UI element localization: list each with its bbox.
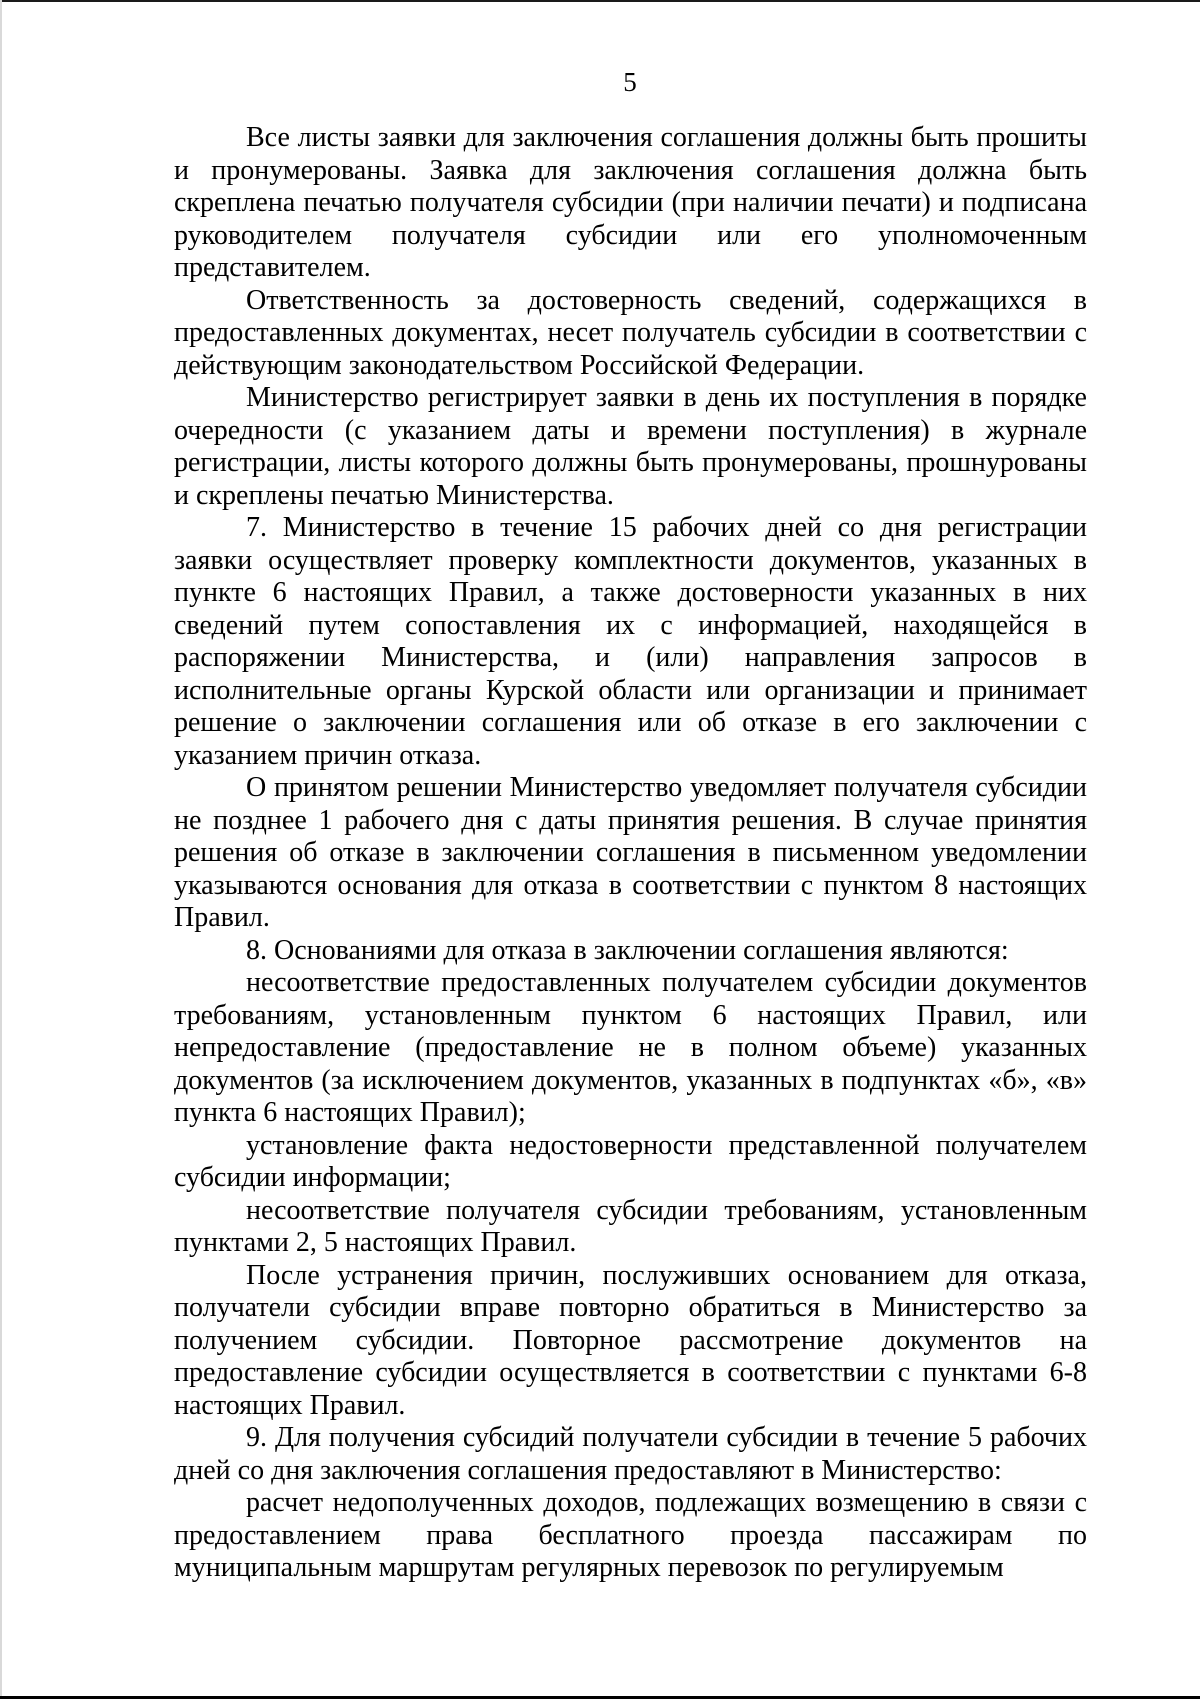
page-number: 5 bbox=[623, 67, 637, 97]
document-body bbox=[174, 122, 1087, 1585]
paragraph-decision-notice: О принятом решении Министерство уведомляет получателя субсидии не позднее 1 рабочего дня с даты принятия решения. В случае принятия решения об отказе в заключении соглашения в письменном уведомлении указываются основания для отказа в соответствии с пунктом 8 настоящих Правил. bbox=[174, 772, 1087, 933]
scan-edge-left bbox=[0, 0, 2, 1699]
scan-edge-top bbox=[0, 0, 1200, 2]
paragraph-item-8: 8. Основаниями для отказа в заключении соглашения являются: bbox=[246, 934, 1009, 966]
paragraph-ground-false-info: установление факта недостоверности представленной получателем субсидии информации; bbox=[174, 1129, 1087, 1193]
paragraph-ground-requirements: несоответствие получателя субсидии требованиям, установленным пунктами 2, 5 настоящих Правил. bbox=[174, 1194, 1087, 1258]
paragraph-item-7: 7. Министерство в течение 15 рабочих дней со дня регистрации заявки осуществляет проверку комплектности документов, указанных в пункте 6 настоящих Правил, а также достоверности указанных в них сведений путем сопоставления их с информацией, находящейся в распоряжении Министерства, и (или) направления запросов в исполнительные органы Курской области или организации и принимает решение о заключении соглашения или об отказе в его заключении с указанием причин отказа. bbox=[174, 512, 1087, 771]
paragraph-item-9: 9. Для получения субсидий получатели субсидии в течение 5 рабочих дней со дня заключения соглашения предоставляют в Министерство: bbox=[174, 1422, 1087, 1486]
paragraph-sheets-stitched: Все листы заявки для заключения соглашения должны быть прошиты и пронумерованы. Заявка для заключения соглашения должна быть скреплена печатью получателя субсидии (при наличии печати) и подписана руководителем получателя субсидии или его уполномоченным представителем. bbox=[174, 122, 1087, 283]
paragraph-calculation: расчет недополученных доходов, подлежащих возмещению в связи с предоставлением права бесплатного проезда пассажирам по муниципальным маршрутам регулярных перевозок по регулируемым bbox=[174, 1487, 1087, 1583]
paragraph-responsibility: Ответственность за достоверность сведений, содержащихся в предоставленных документах, несет получатель субсидии в соответствии с действующим законодательством Российской Федерации. bbox=[174, 284, 1087, 381]
paragraph-registration: Министерство регистрирует заявки в день их поступления в порядке очередности (с указанием даты и времени поступления) в журнале регистрации, листы которого должны быть пронумерованы, прошнурованы и скреплены печатью Министерства. bbox=[174, 382, 1087, 511]
paragraph-reapply: После устранения причин, послуживших основанием для отказа, получатели субсидии вправе повторно обратиться в Министерство за получением субсидии. Повторное рассмотрение документов на предоставление субсидии осуществляется в соответствии с пунктами 6-8 настоящих Правил. bbox=[174, 1259, 1087, 1421]
paragraph-ground-documents: несоответствие предоставленных получателем субсидии документов требованиям, установленным пунктом 6 настоящих Правил, или непредоставление (предоставление не в полном объеме) указанных документов (за исключением документов, указанных в подпунктах «б», «в» пункта 6 настоящих Правил); bbox=[174, 967, 1087, 1128]
